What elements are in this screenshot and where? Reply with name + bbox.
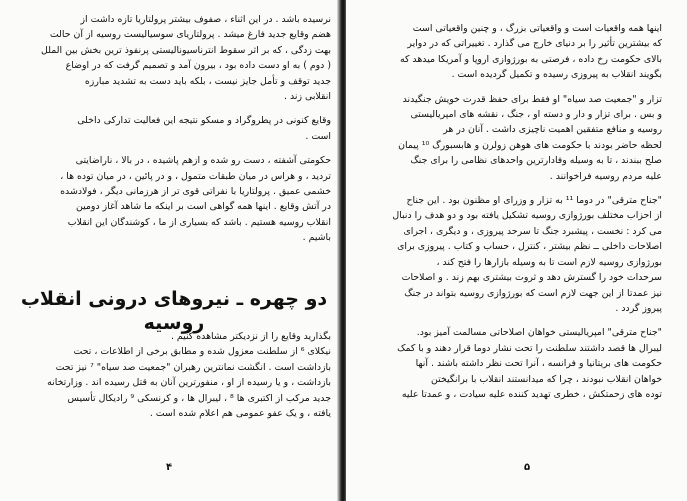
- text-line: وقایع کنونی در پطروگراد و مسکو نتیجه این فعالیت تدارکی داخلی: [77, 115, 331, 127]
- text-line: بازداشت است . انگشت نمانترین رهبران "جمعیت صد سیاه" ⁷ نیز تحت: [55, 361, 331, 373]
- text-line: تزار و "جمعیت صد سیاه" او فقط برای حفظ قدرت خویش جنگیدند: [402, 93, 662, 105]
- left-page-top-text: [17, 12, 331, 246]
- text-line: است .: [305, 130, 331, 142]
- right-page-text: [386, 21, 662, 402]
- text-line: حکومتی آشفته ، دست رو شده و ازهم پاشیده ، در بالا ، ناراضایتی: [75, 155, 331, 167]
- text-line: نیز عمدتا از این جهت لازم است که بورژوازی روسیه بتواند در جنگ: [404, 287, 662, 299]
- text-line: خشمی عمیق . پرولتاریا با نفراتی قوی تر از هرزمانی دیگر ، فولادشده: [60, 186, 331, 198]
- text-line: باشیم .: [302, 232, 331, 244]
- page-number-right: ۵: [524, 462, 531, 473]
- text-line: جدید مرکب از اکتبری ها ⁸ ، لیبرال ها ، و کرنسکی ⁹ رادیکال تأسیس: [67, 392, 331, 404]
- text-line: بگویند انقلاب به پیروزی رسیده و تکمیل گردیده است .: [451, 69, 662, 81]
- text-line: علیه مردم روسیه فراخوانند .: [549, 170, 662, 182]
- page-number-left: ۴: [166, 462, 173, 473]
- text-line: لیبرال ها قصد داشتند سلطنت را تحت نشار دوما قرار دهند و با کمک: [397, 342, 662, 354]
- text-line: انقلاب روسیه هستیم . باشد که بسیاری از ما ، کوشندگان این انقلاب: [67, 216, 331, 228]
- text-line: اینها همه واقعیات است و واقعیاتی بزرگ ، و چنین واقعیاتی است: [412, 23, 662, 34]
- text-line: نرسیده باشد . در این اثناء ، صفوف بیشتر پرولتاریا تازه داشت از: [80, 14, 331, 25]
- text-line: بورژوازی روسیه لازم است تا به وسیله بازارها را فتح کند ،: [436, 256, 662, 268]
- text-line: جدید توقف و تأمل جایز نیست ، بلکه باید دست به تشدید مبارزه: [84, 75, 331, 87]
- text-line: پیروز گردد .: [615, 302, 662, 314]
- text-line: بگذارید وقایع را از نزدیکتر مشاهده کنیم .: [170, 331, 331, 342]
- text-line: می کرد : نخست ، پیشبرد جنگ تا سرحد پیروزی ، و دیگری ، اجرای: [403, 225, 662, 237]
- text-line: یافته ، و یک عفو عمومی هم اعلام شده است .: [149, 408, 331, 420]
- text-line: "جناح مترقی" امپریالیستی خواهان اصلاحاتی مسالمت آمیز بود.: [416, 327, 662, 339]
- text-line: ( دوم ) به او دست داده بود ، بیرون آمد و تصمیم گرفت که در اوضاع: [65, 60, 331, 72]
- text-line: اصلاحات داخلی ــ نظم بیشتر ، کنترل ، حساب و کتاب . پیروزی برای: [397, 241, 662, 253]
- text-line: تردید ، و هراس در میان طبقات متمول ، و در پائین ، در میان توده ها ،: [60, 170, 331, 182]
- text-line: حکومت های بریتانیا و فرانسه ، آنرا تحت نظر داشته باشند . آنها: [415, 358, 662, 370]
- left-page: [0, 0, 343, 501]
- section-heading: دو چهره ـ نیروهای درونی انقلاب روسیه: [20, 288, 328, 334]
- text-line: بازداشت ، و یا رسیده از او ، منفورترین آنان به قتل رسیده اند . وزارتخانه: [47, 377, 331, 389]
- text-line: لحظه حاضر بودند با حکومت های هوهن زولرن و هابسبورگ ¹⁰ پیمان: [398, 139, 662, 151]
- text-line: سرحدات خود را گسترش دهد و ثروت بیشتری بهم زند . و اصلاحات: [401, 272, 662, 284]
- text-line: انقلابی زند .: [284, 91, 331, 103]
- text-line: در آتش وقایع . اینها همه گواهی است بر اینکه ما شاهد آغاز دومین: [75, 201, 331, 213]
- text-line: "جناح مترقی" در دوما ¹¹ به تزار و وزرای او مظنون بود . این جناح: [406, 195, 662, 207]
- text-line: صلح ببندند ، تا به وسیله وفادارترین واحدهای نظامی را برای جنگ: [410, 155, 662, 167]
- right-page: [346, 0, 687, 501]
- text-line: که بیشترین تأثیر را بر دنیای خارج می گذارد . تغییراتی که در دوایر: [407, 38, 662, 50]
- text-line: خواهان انقلاب نبودند ، چرا که میدانستند انقلاب با برانگیختن: [431, 373, 662, 385]
- text-line: روسیه و منافع متفقین اهمیت ناچیزی داشت . آنان در هر: [443, 124, 662, 136]
- text-line: بهت زدگی ، که بر اثر سقوط انترناسیونالیستی پرنفوذ ترین بخش بین الملل: [41, 44, 331, 56]
- left-page-bottom-text: [17, 329, 331, 421]
- text-line: از احزاب مختلف بورژوازی روسیه تشکیل یافته بود و دو هدف را دنبال: [392, 210, 662, 222]
- text-line: هضم وقایع جدید فارغ میشد . پرولتاریای سوسیالیست روسیه از آن حالت: [49, 29, 331, 41]
- text-line: و بس . برای تزار و دار و دسته او ، جنگ ، نقشه های امپریالیستی: [410, 109, 662, 121]
- text-line: بالای حکومت رخ داده ، فرصتی به بورژوازی اروپا و آمریکا میدهد که: [399, 53, 662, 65]
- text-line: نیکلای ⁶ از سلطنت معزول شده و مطابق برخی از اطلاعات ، تحت: [73, 346, 331, 358]
- text-line: توده های زحمتکش ، خطری تهدید کننده علیه سیادت ، و عمدتا علیه: [401, 388, 662, 400]
